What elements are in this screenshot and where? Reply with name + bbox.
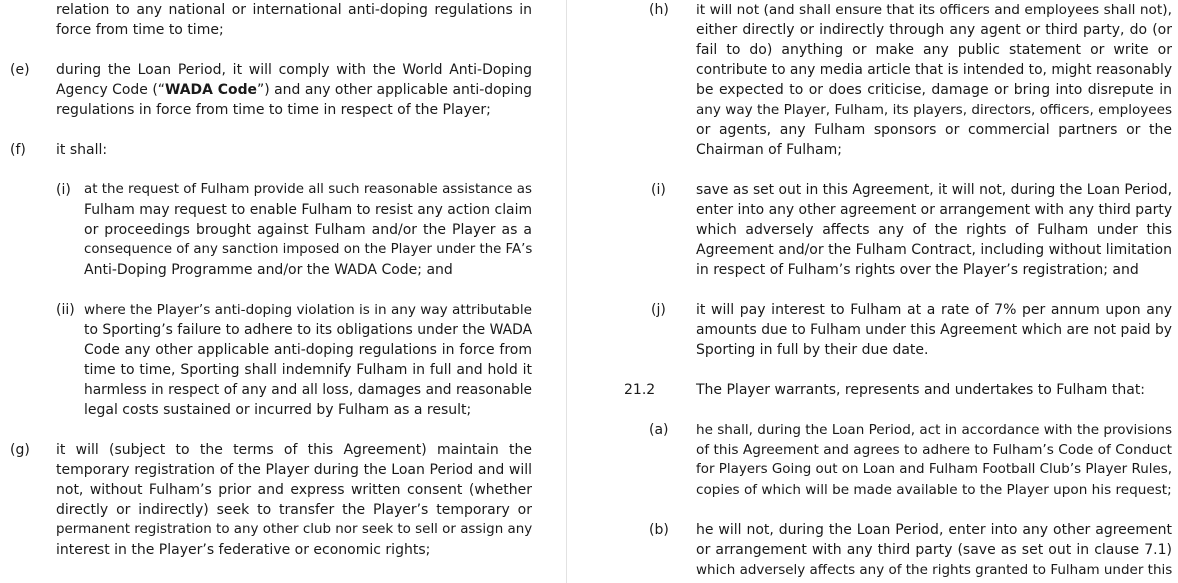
text-line: he shall, during the Loan Period, act in accordance with the provisions: [696, 422, 1172, 438]
subclause-ii-text: [84, 300, 532, 420]
clause-label-i: (i): [651, 182, 666, 198]
clause-f-text: it shall:: [56, 142, 108, 158]
clause-label-j: (j): [651, 302, 666, 318]
text-line: directly or indirectly) seek to transfer the Player’s temporary or: [56, 502, 532, 518]
text-line: Code any other applicable anti-doping regulations in force from: [84, 342, 532, 358]
clause-label-f: (f): [10, 142, 26, 158]
text-line: force from time to time;: [56, 22, 224, 38]
text-line: or arrangement with any third party (save as set out in clause 7.1): [696, 542, 1172, 558]
text-line: Fulham may request to enable Fulham to resist any action claim: [84, 202, 532, 218]
text-line: any way the Player, Fulham, its players, directors, officers, employees: [696, 102, 1172, 118]
clause-b-text: [696, 520, 1172, 580]
clause-label-e: (e): [10, 62, 30, 78]
text-line: fail to do) anything or make any public statement or write or: [696, 42, 1172, 58]
text-line: interest in the Player’s federative or economic rights;: [56, 542, 431, 558]
text-fragment: ”) and any other applicable anti-doping: [257, 82, 532, 98]
text-line: enter into any other agreement or arrangement with any third party: [696, 202, 1173, 218]
text-line: he will not, during the Loan Period, enter into any other agreement: [696, 522, 1172, 538]
text-line: it will not (and shall ensure that its officers and employees shall not),: [696, 2, 1172, 18]
text-line: contribute to any media article that is intended to, might reasonably: [696, 62, 1173, 78]
continuation-paragraph: [56, 0, 532, 40]
text-line: at the request of Fulham provide all such reasonable assistance as: [84, 182, 532, 197]
subclause-label-i: (i): [56, 182, 71, 198]
text-fragment: Agency Code (“: [56, 82, 165, 98]
subclause-i-text: [84, 180, 532, 280]
text-line: amounts due to Fulham under this Agreement which are not paid by: [696, 322, 1172, 338]
text-line: or proceedings brought against Fulham and/or the Player as a: [84, 222, 532, 238]
clause-label-a: (a): [649, 422, 669, 438]
text-line: either directly or indirectly through any agent or third party, do (or: [696, 22, 1172, 38]
text-line: permanent registration to any other club nor seek to sell or assign any: [56, 522, 533, 537]
text-line: Sporting in full by their due date.: [696, 342, 929, 358]
text-line: temporary registration of the Player during the Loan Period and will: [56, 462, 532, 478]
text-line: or agents, any Fulham sponsors or commercial partners or the: [696, 122, 1172, 138]
clause-j-text: [696, 300, 1172, 360]
text-line: in respect of Fulham’s rights over the Player’s registration; and: [696, 262, 1139, 278]
text-line: legal costs sustained or incurred by Fulham as a result;: [84, 402, 472, 418]
text-line: of this Agreement and agrees to adhere to Fulham’s Code of Conduct: [696, 442, 1172, 458]
clause-g-text: [56, 440, 532, 560]
text-line: where the Player’s anti-doping violation is in any way attributable: [84, 302, 532, 318]
text-line: Chairman of Fulham;: [696, 142, 842, 158]
text-line: regulations in force from time to time in respect of the Player;: [56, 102, 491, 118]
text-line: consequence of any sanction imposed on the Player under the FA’s: [84, 242, 533, 257]
clause-i-text: [696, 180, 1172, 280]
text-line: not, without Fulham’s prior and express written consent (whether: [56, 482, 532, 498]
text-line: it will pay interest to Fulham at a rate of 7% per annum upon any: [696, 302, 1172, 318]
text-line: Anti-Doping Programme and/or the WADA Code; and: [84, 262, 453, 278]
text-line: time to time, Sporting shall indemnify Fulham in full and hold it: [84, 362, 532, 378]
text-line: harmless in respect of any and all loss, damages and reasonable: [84, 382, 532, 398]
clause-e-text: [56, 60, 532, 120]
text-line: save as set out in this Agreement, it will not, during the Loan Period,: [696, 182, 1172, 198]
text-line: which adversely affects any of the rights granted to Fulham under this: [696, 562, 1173, 578]
text-line: relation to any national or international anti-doping regulations in: [56, 2, 532, 18]
clause-a-text: [696, 420, 1172, 500]
text-line: Agreement and/or the Fulham Contract, including without limitation: [696, 242, 1172, 258]
text-line: copies of which will be made available to the Player upon his request;: [696, 482, 1172, 498]
clause-label-g: (g): [10, 442, 30, 458]
text-line: to Sporting’s failure to adhere to its obligations under the WADA: [84, 322, 533, 338]
clause-label-b: (b): [649, 522, 669, 538]
clause-number-21-2: 21.2: [624, 382, 656, 398]
clause-h-text: [696, 0, 1172, 160]
text-line: it will (subject to the terms of this Agreement) maintain the: [56, 442, 532, 458]
text-line: [56, 80, 532, 100]
clause-21-2-text: The Player warrants, represents and undertakes to Fulham that:: [696, 382, 1146, 398]
text-line: be expected to or does criticise, damage or bring into disrepute in: [696, 82, 1172, 98]
text-line: during the Loan Period, it will comply with the World Anti-Doping: [56, 62, 532, 78]
column-divider: [566, 0, 567, 583]
text-line: for Players Going out on Loan and Fulham Football Club’s Player Rules,: [696, 462, 1172, 477]
defined-term: WADA Code: [164, 82, 258, 98]
text-line: which adversely affects any of the rights of Fulham under this: [696, 222, 1172, 238]
clause-label-h: (h): [649, 2, 669, 18]
subclause-label-ii: (ii): [56, 302, 75, 318]
